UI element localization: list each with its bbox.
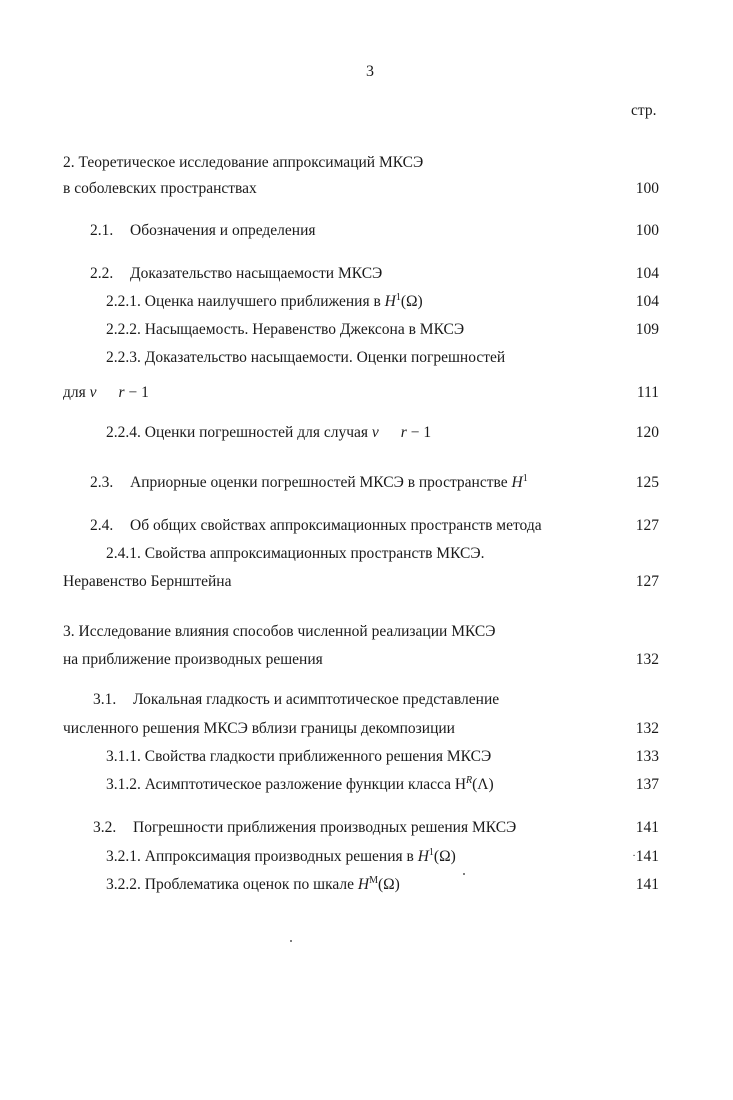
toc-s2-2-4-title: 2.2.4. Оценки погрешностей для случая v r − 1 — [106, 424, 432, 441]
toc-s3-1-page: 132 — [635, 720, 659, 737]
scan-speck — [463, 873, 465, 875]
toc-s3-1-1-page: 133 — [635, 748, 659, 765]
page-number: 3 — [366, 63, 374, 80]
toc-ch3-title-line1: 3. Исследование влияния способов численной реализации МКСЭ — [63, 623, 496, 640]
toc-s2-1-title: Обозначения и определения — [130, 222, 316, 239]
toc-s2-2-1-page: 104 — [635, 293, 659, 310]
toc-s2-2-3-title-line2: для v r − 1 — [63, 384, 149, 401]
toc-ch3-title-line2: на приближение производных решения — [63, 651, 323, 668]
toc-s3-1-2-title: 3.1.2. Асимптотическое разложение функции класса $H^R(\Lambda)$ — [106, 775, 494, 793]
toc-s3-1-2-page: 137 — [635, 776, 659, 793]
toc-s2-4-number: 2.4. — [90, 517, 114, 534]
toc-s2-2-page: 104 — [635, 265, 659, 282]
toc-s2-3-title: Априорные оценки погрешностей МКСЭ в пространстве $H^1$ — [130, 473, 528, 491]
toc-s2-4-1-title-line2: Неравенство Бернштейна — [63, 573, 232, 590]
toc-ch2-title-line1: 2. Теоретическое исследование аппроксимаций МКСЭ — [63, 154, 424, 171]
toc-s2-2-1-title: 2.2.1. Оценка наилучшего приближения в $H^1(\Omega)$ — [106, 292, 423, 310]
toc-s3-1-1-title: 3.1.1. Свойства гладкости приближенного решения МКСЭ — [106, 748, 492, 765]
toc-ch2-page: 100 — [635, 180, 659, 197]
toc-s2-2-2-page: 109 — [635, 321, 659, 338]
toc-s3-1-title-line1: Локальная гладкость и асимптотическое представление — [133, 691, 500, 708]
toc-s3-1-number: 3.1. — [93, 691, 117, 708]
toc-s2-2-title: Доказательство насыщаемости МКСЭ — [130, 265, 383, 282]
toc-s2-1-number: 2.1. — [90, 222, 114, 239]
toc-s3-2-number: 3.2. — [93, 819, 117, 836]
toc-s3-2-2-title: 3.2.2. Проблематика оценок по шкале $H^M(\Omega)$ — [106, 875, 400, 893]
toc-ch2-title-line2: в соболевских пространствах — [63, 180, 257, 197]
toc-s3-1-title-line2: численного решения МКСЭ вблизи границы декомпозиции — [63, 720, 455, 737]
toc-s2-3-number: 2.3. — [90, 474, 114, 491]
toc-ch3-page: 132 — [635, 651, 659, 668]
toc-s3-2-1-title: 3.2.1. Аппроксимация производных решения в $H^1(\Omega)$ — [106, 847, 456, 865]
toc-s2-2-number: 2.2. — [90, 265, 114, 282]
toc-s2-2-3-title-line1: 2.2.3. Доказательство насыщаемости. Оценки погрешностей — [106, 349, 506, 366]
toc-s2-4-page: 127 — [635, 517, 659, 534]
toc-s2-1-page: 100 — [635, 222, 659, 239]
toc-s2-3-page: 125 — [635, 474, 659, 491]
toc-s3-2-title: Погрешности приближения производных решения МКСЭ — [133, 819, 517, 836]
math-h: H — [384, 293, 396, 310]
toc-s2-2-3-page: 111 — [636, 384, 659, 401]
pages-column-header: стр. — [631, 102, 657, 119]
toc-s2-4-1-page: 127 — [635, 573, 659, 590]
toc-s3-2-2-page: 141 — [635, 876, 659, 893]
toc-s2-4-1-title-line1: 2.4.1. Свойства аппроксимационных пространств МКСЭ. — [106, 545, 485, 562]
toc-s2-2-2-title: 2.2.2. Насыщаемость. Неравенство Джексона в МКСЭ — [106, 321, 465, 338]
toc-s2-2-4-page: 120 — [635, 424, 659, 441]
toc-s3-2-page: 141 — [635, 819, 659, 836]
scan-speck — [290, 940, 292, 942]
toc-s3-2-1-page: ·141 — [632, 848, 659, 865]
toc-s2-4-title: Об общих свойствах аппроксимационных пространств метода — [130, 517, 542, 534]
